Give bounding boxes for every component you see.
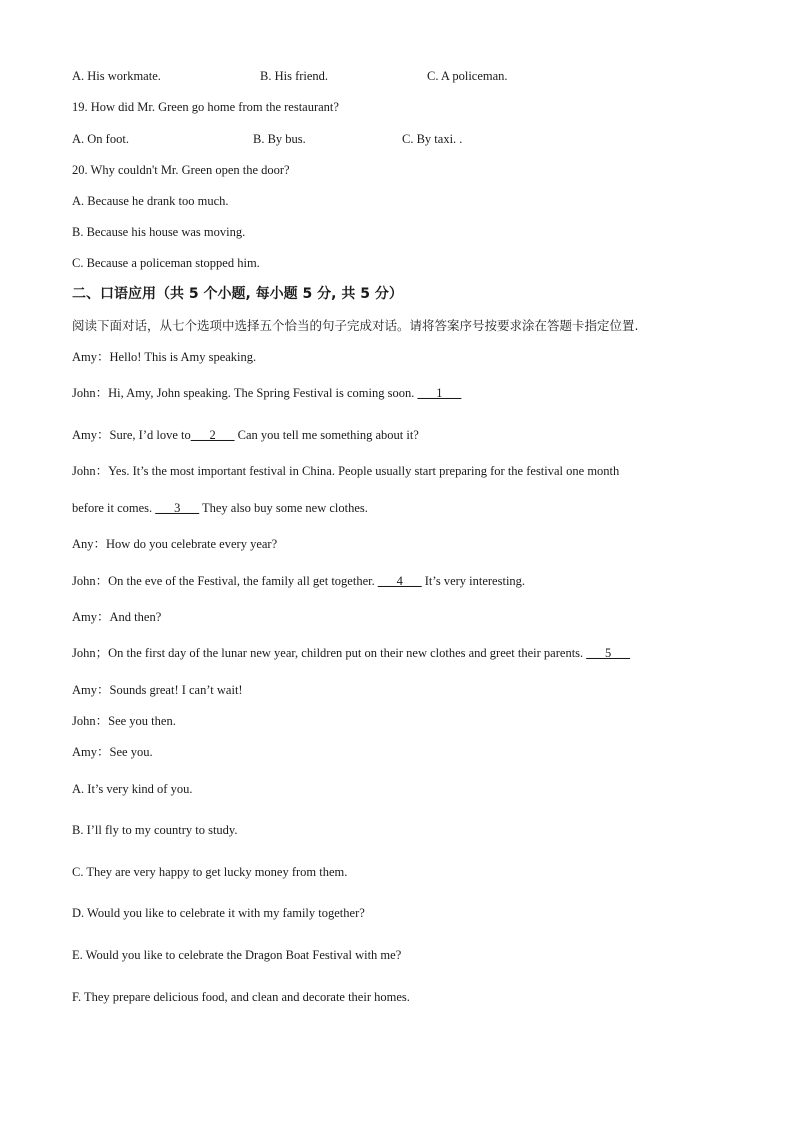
q20-question: 20. Why couldn't Mr. Green open the door? [72, 163, 290, 177]
dialogue-line [72, 463, 619, 479]
dialogue-text-after: Can you tell me something about it? [234, 428, 419, 442]
choice-a: A. It’s very kind of you. [72, 782, 193, 796]
dialogue-line [72, 744, 153, 760]
dialogue-text: Hi, Amy, John speaking. The Spring Festival is coming soon. [108, 386, 418, 400]
answer-blank-3: ___3___ [155, 501, 200, 515]
dialogue-line [72, 682, 243, 698]
speaker-label: Any： [72, 537, 107, 551]
q19-option-b: B. By bus. [253, 132, 306, 146]
section-instruction: 阅读下面对话，从七个选项中选择五个恰当的句子完成对话。请将答案序号按要求涂在答题卡指定位置. [72, 318, 639, 333]
dialogue-text-after: They also buy some new clothes. [199, 501, 368, 515]
q20-option-b: B. Because his house was moving. [72, 225, 246, 239]
dialogue-text: Sounds great! I can’t wait! [109, 683, 243, 697]
dialogue-line [72, 536, 277, 552]
dialogue-text: See you then. [108, 714, 176, 728]
speaker-label: Amy： [72, 350, 110, 364]
dialogue-text: See you. [109, 745, 153, 759]
dialogue-text: On the eve of the Festival, the family all get together. [108, 574, 378, 588]
speaker-label: Amy： [72, 745, 110, 759]
dialogue-text: Sure, I’d love to [109, 428, 191, 442]
q19-option-a: A. On foot. [72, 132, 129, 146]
speaker-label: Amy： [72, 683, 110, 697]
speaker-label: Amy： [72, 428, 110, 442]
speaker-label: John： [72, 714, 109, 728]
answer-blank-1: ___1___ [417, 386, 462, 400]
choice-f: F. They prepare delicious food, and clean and decorate their homes. [72, 990, 410, 1004]
dialogue-line [72, 385, 461, 401]
q18-option-c: C. A policeman. [427, 69, 508, 83]
choice-e: E. Would you like to celebrate the Dragon Boat Festival with me? [72, 948, 402, 962]
dialogue-line [72, 713, 176, 729]
dialogue-text: Yes. It’s the most important festival in China. People usually start preparing for the festival one month [108, 464, 620, 478]
q20-option-c: C. Because a policeman stopped him. [72, 256, 260, 270]
dialogue-line [72, 573, 525, 589]
q18-option-b: B. His friend. [260, 69, 329, 83]
dialogue-text: before it comes. [72, 501, 156, 515]
choice-b: B. I’ll fly to my country to study. [72, 823, 238, 837]
dialogue-text: Hello! This is Amy speaking. [109, 350, 257, 364]
answer-blank-4: ___4___ [377, 574, 422, 588]
section-heading: 二、口语应用（共 5 个小题, 每小题 5 分, 共 5 分） [72, 286, 403, 302]
dialogue-line [72, 427, 419, 443]
dialogue-line [72, 349, 256, 365]
answer-blank-5: ___5___ [586, 646, 631, 660]
answer-blank-2: ___2___ [190, 428, 235, 442]
q19-option-c: C. By taxi. . [402, 132, 463, 146]
dialogue-text: On the first day of the lunar new year, children put on their new clothes and greet their parents. [108, 646, 587, 660]
dialogue-line [72, 645, 630, 661]
dialogue-text-after: It’s very interesting. [421, 574, 526, 588]
dialogue-text: And then? [109, 610, 162, 624]
dialogue-line [72, 609, 161, 625]
speaker-label: Amy： [72, 610, 110, 624]
q19-question: 19. How did Mr. Green go home from the restaurant? [72, 100, 339, 114]
dialogue-line [72, 500, 368, 516]
speaker-label: John： [72, 386, 109, 400]
choice-c: C. They are very happy to get lucky money from them. [72, 865, 348, 879]
dialogue-text: How do you celebrate every year? [106, 537, 278, 551]
speaker-label: John； [72, 646, 109, 660]
speaker-label: John： [72, 574, 109, 588]
q18-option-a: A. His workmate. [72, 69, 161, 83]
speaker-label: John： [72, 464, 109, 478]
choice-d: D. Would you like to celebrate it with my family together? [72, 906, 365, 920]
q20-option-a: A. Because he drank too much. [72, 194, 229, 208]
